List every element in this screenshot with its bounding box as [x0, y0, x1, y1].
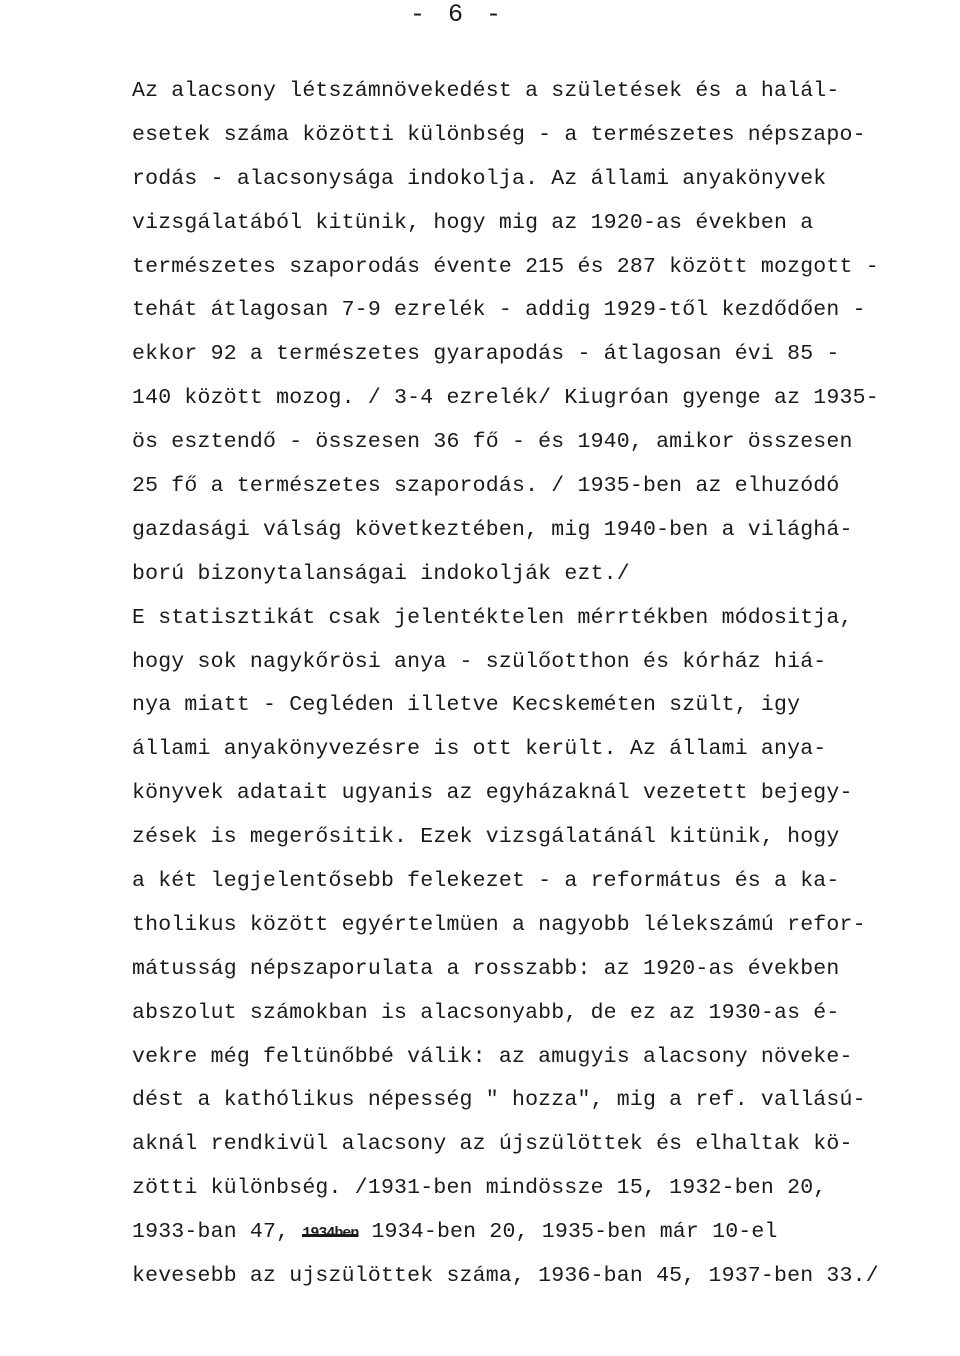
text-line: tehát átlagosan 7-9 ezrelék - addig 1929-től kezdődően - — [132, 298, 866, 323]
text-line: aknál rendkivül alacsony az újszülöttek és elhaltak kö- — [132, 1132, 853, 1157]
body-text — [132, 70, 932, 1299]
text-line: nya miatt - Cegléden illetve Kecskeméten szült, igy — [132, 693, 801, 718]
text-line: gazdasági válság következtében, mig 1940-ben a világhá- — [132, 517, 853, 542]
text-segment: 1933-ban 47, — [132, 1220, 303, 1245]
text-line: vizsgálatából kitünik, hogy mig az 1920-as években a — [132, 210, 814, 235]
text-segment: 1934-ben 20, 1935-ben már 10-el — [358, 1220, 778, 1245]
text-line: ekkor 92 a természetes gyarapodás - átlagosan évi 85 - — [132, 342, 840, 367]
text-line: Az alacsony létszámnövekedést a születések és a halál- — [132, 79, 840, 103]
text-line: abszolut számokban is alacsonyabb, de ez az 1930-as é- — [132, 1000, 840, 1025]
text-line: esetek száma közötti különbség - a természetes népszapo- — [132, 122, 866, 147]
text-line: 140 között mozog. / 3-4 ezrelék/ Kiugróan gyenge az 1935- — [132, 386, 879, 411]
text-line: E statisztikát csak jelentéktelen mérrtékben módositja, — [132, 605, 853, 630]
text-line: könyvek adatait ugyanis az egyházaknál vezetett bejegy- — [132, 781, 853, 806]
text-line: rodás - alacsonysága indokolja. Az állami anyakönyvek — [132, 166, 827, 191]
text-line: mátusság népszaporulata a rosszabb: az 1920-as években — [132, 956, 840, 981]
text-line: tholikus között egyértelmüen a nagyobb lélekszámú refor- — [132, 912, 866, 937]
text-line: hogy sok nagykőrösi anya - szülőotthon és kórház hiá- — [132, 649, 827, 674]
text-line: a két legjelentősebb felekezet - a református és a ka- — [132, 869, 840, 894]
text-line-with-correction — [132, 1211, 932, 1255]
text-line: ös esztendő - összesen 36 fő - és 1940, amikor összesen — [132, 430, 853, 455]
struck-out-text: 1934ben — [302, 1225, 359, 1243]
text-line: zötti különbség. /1931-ben mindössze 15, 1932-ben 20, — [132, 1176, 827, 1201]
text-line: természetes szaporodás évente 215 és 287 között mozgott - — [132, 254, 879, 279]
page-number: - 6 - — [410, 0, 506, 29]
text-line: állami anyakönyvezésre is ott került. Az állami anya- — [132, 737, 827, 762]
text-line: vekre még feltünőbbé válik: az amugyis alacsony növeke- — [132, 1044, 853, 1069]
text-line: 25 fő a természetes szaporodás. / 1935-ben az elhuzódó — [132, 474, 840, 499]
text-line: ború bizonytalanságai indokolják ezt./ — [132, 561, 630, 586]
text-line: kevesebb az ujszülöttek száma, 1936-ban 45, 1937-ben 33./ — [132, 1264, 879, 1289]
text-line: zések is megerősitik. Ezek vizsgálatánál kitünik, hogy — [132, 825, 840, 850]
text-line: dést a kathólikus népesség " hozza", mig a ref. vallású- — [132, 1088, 866, 1113]
